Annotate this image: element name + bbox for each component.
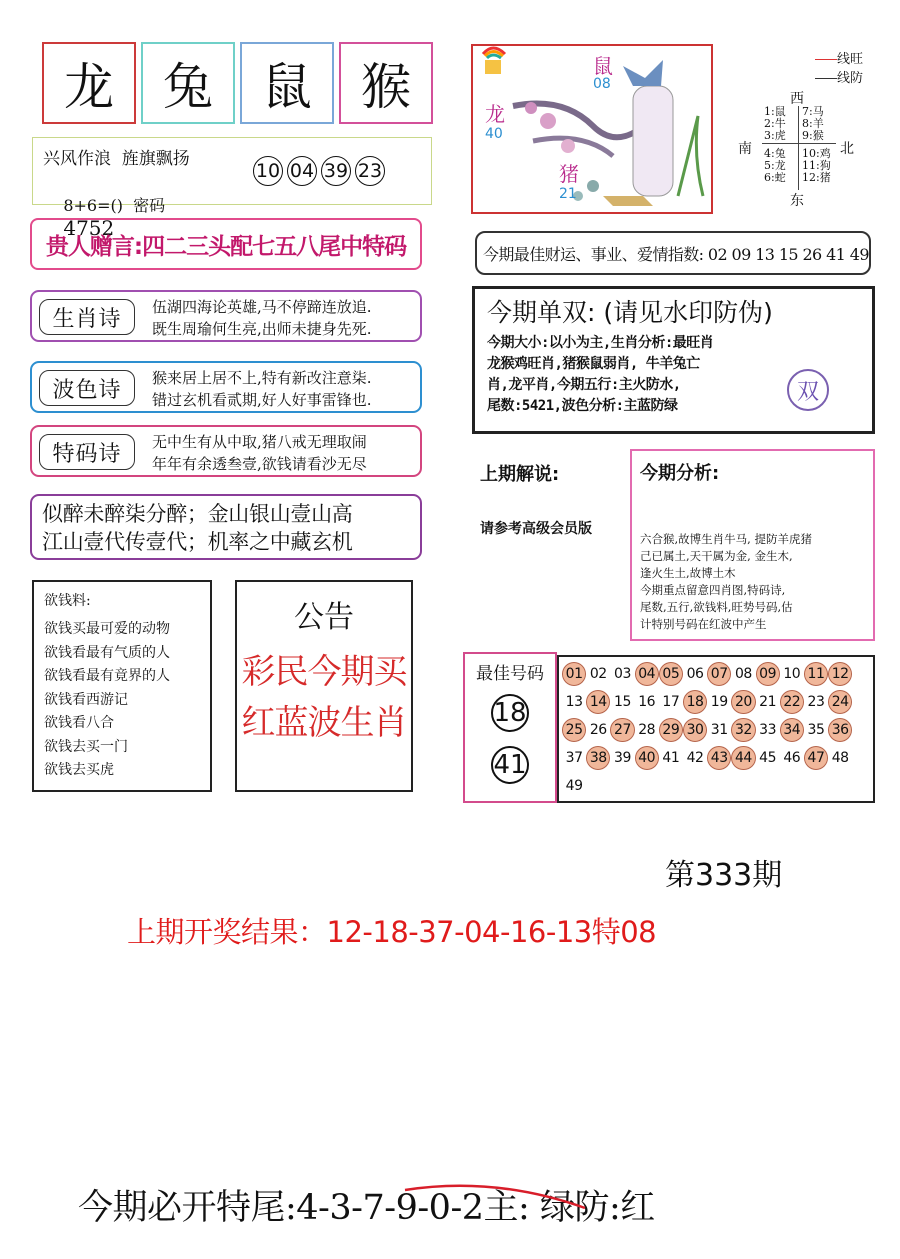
legend-wang-text: 线旺 — [837, 52, 864, 67]
number-grid-row — [562, 744, 870, 772]
number-cell: 21 — [759, 694, 776, 710]
notice-line1: 彩民今期买 — [241, 652, 407, 692]
zodiac-picture — [471, 44, 713, 214]
compass-item: 11:狗 — [802, 159, 831, 172]
riddle-item: 欲钱去买一门 — [44, 738, 128, 755]
number-cell: 06 — [686, 666, 704, 682]
zodiac-box-monkey — [339, 42, 433, 124]
poem-line: 无中生有从中取,猪八戒无理取闹 — [152, 433, 367, 451]
number-cell: 19 — [710, 694, 728, 710]
number-circle: 39 — [321, 156, 351, 186]
special-tail: 今期必开特尾:4-3-7-9-0-2主: 绿防:红 — [78, 1188, 655, 1228]
number-cell-highlighted: 20 — [731, 690, 755, 714]
zodiac-label: 鼠 — [262, 58, 312, 116]
number-cell-highlighted: 04 — [635, 662, 659, 686]
riddle-list — [44, 618, 210, 783]
zodiac-label: 猴 — [361, 58, 411, 116]
number-cell-highlighted: 32 — [731, 718, 755, 742]
number-cell: 02 — [589, 666, 607, 682]
number-cell-highlighted: 11 — [804, 662, 828, 686]
compass-item: 9:猴 — [802, 129, 824, 142]
analysis-lines — [640, 531, 873, 633]
number-cell-highlighted: 30 — [683, 718, 707, 742]
verse-line2: 江山壹代传壹代；机率之中藏玄机 — [42, 530, 353, 554]
number-grid-row — [562, 772, 870, 800]
analysis-title: 今期分析: — [640, 463, 720, 484]
number-cell: 28 — [638, 722, 656, 738]
number-cell-highlighted: 27 — [610, 718, 634, 742]
poem-lines — [152, 431, 367, 475]
number-cell: 42 — [686, 750, 704, 766]
number-cell-highlighted: 01 — [562, 662, 586, 686]
number-cell-highlighted: 22 — [780, 690, 804, 714]
number-cell: 33 — [759, 722, 776, 738]
compass-bottom-left — [764, 148, 786, 184]
poem-tag: 波色诗 — [39, 370, 135, 406]
number-cell-highlighted: 09 — [756, 662, 780, 686]
picture-num-dragon: 40 — [485, 126, 503, 142]
number-cell-highlighted: 07 — [707, 662, 731, 686]
legend-wang — [815, 50, 863, 69]
number-cell: 49 — [565, 778, 583, 794]
line-legend — [815, 50, 863, 88]
color-poem — [30, 361, 422, 413]
number-cell: 23 — [807, 694, 825, 710]
poem-lines — [152, 296, 372, 340]
best-numbers-label: 最佳号码 — [476, 664, 544, 684]
notice-title: 公告 — [294, 600, 354, 635]
poem-lines — [152, 367, 372, 411]
best-number-circle — [491, 746, 529, 784]
number-grid-row — [562, 688, 870, 716]
compass-item: 2:牛 — [764, 117, 786, 130]
zodiac-box-rabbit — [141, 42, 235, 124]
number-cell-highlighted: 25 — [562, 718, 586, 742]
motto-equation: 8+6=() 密码 — [63, 196, 166, 215]
picture-num-pig: 21 — [559, 186, 577, 202]
verse-box — [30, 494, 422, 560]
verse-line1: 似醉未醉柒分醉；金山银山壹山高 — [42, 502, 353, 526]
issue-number: 第333期 — [665, 858, 783, 893]
number-cell-highlighted: 40 — [635, 746, 659, 770]
number-cell-highlighted: 38 — [586, 746, 610, 770]
last-result: 上期开奖结果：12-18-37-04-16-13特08 — [127, 915, 657, 949]
analysis-line: 今期重点留意四肖图,特码诗, — [640, 583, 786, 597]
picture-illustration — [473, 46, 711, 212]
number-cell-highlighted: 34 — [780, 718, 804, 742]
number-grid-row — [562, 716, 870, 744]
compass-item: 6:蛇 — [764, 171, 786, 184]
compass-west: 西 — [790, 91, 804, 107]
number-circle: 10 — [253, 156, 283, 186]
motto-numbers — [253, 156, 389, 186]
poem-line: 年年有余透叁壹,欲钱请看沙无尽 — [152, 455, 367, 473]
analysis-line: 尾数,五行,欲钱料,旺势号码,估 — [640, 600, 793, 614]
tail-strike-mark — [400, 1178, 590, 1218]
compass-top-right — [802, 106, 824, 142]
password-value: 4752 — [63, 216, 115, 240]
notice-line2: 红蓝波生肖 — [241, 703, 407, 743]
fortune-text: 今期最佳财运、事业、爱情指数: 02 09 13 15 26 41 49 — [483, 244, 869, 264]
compass-east: 东 — [790, 193, 804, 209]
number-grid — [557, 655, 875, 803]
last-explain-body: 请参考高级会员版 — [480, 521, 592, 537]
zodiac-label: 兔 — [163, 58, 213, 116]
zodiac-poem — [30, 290, 422, 342]
special-code-poem — [30, 425, 422, 477]
compass-item: 1:鼠 — [764, 105, 786, 118]
motto-line1: 兴风作浪 旌旗飘扬 — [43, 149, 190, 169]
odd-even-box — [472, 286, 875, 434]
riddle-box — [32, 580, 212, 792]
riddle-item: 欲钱看最有竟界的人 — [44, 668, 170, 684]
picture-label-pig: 猪 — [559, 162, 579, 186]
number-cell: 39 — [614, 750, 631, 766]
number-cell: 03 — [614, 666, 631, 682]
picture-label-dragon: 龙 — [485, 102, 505, 126]
compass-item: 4:兔 — [764, 147, 786, 160]
riddle-item: 欲钱买最可爱的动物 — [44, 621, 170, 637]
poem-line: 错过玄机看贰期,好人好事雷锋也. — [152, 391, 372, 409]
compass-south: 南 — [738, 141, 752, 157]
number-cell: 13 — [565, 694, 583, 710]
number-grid-row — [562, 660, 870, 688]
legend-fang-text: 线防 — [837, 71, 864, 86]
zodiac-box-rat — [240, 42, 334, 124]
odd-even-line: 龙猴鸡旺肖,猪猴鼠弱肖, 牛羊兔亡 — [487, 356, 700, 372]
compass-item: 10:鸡 — [802, 147, 831, 160]
number-cell: 41 — [662, 750, 680, 766]
number-cell-highlighted: 29 — [659, 718, 683, 742]
odd-even-title: 今期单双: (请见水印防伪) — [487, 298, 773, 327]
compass-item: 12:猪 — [802, 171, 831, 184]
odd-even-line: 今期大小:以小为主,生肖分析:最旺肖 — [487, 335, 714, 351]
number-cell-highlighted: 12 — [828, 662, 852, 686]
gift-banner-text: 贵人赠言:四二三头配七五八尾中特码 — [45, 233, 407, 260]
number-cell-highlighted: 44 — [731, 746, 755, 770]
poem-line: 猴来居上居不上,特有新改注意柒. — [152, 369, 372, 387]
compass — [736, 88, 860, 208]
riddle-item: 欲钱去买虎 — [44, 762, 114, 778]
odd-even-line: 肖,龙平肖,今期五行:主火防水, — [487, 377, 681, 393]
stamp-text: 双 — [796, 379, 819, 405]
zodiac-box-dragon — [42, 42, 136, 124]
number-cell-highlighted: 24 — [828, 690, 852, 714]
poem-line: 既生周瑜何生亮,出师未捷身先死. — [152, 320, 372, 338]
compass-bottom-right — [802, 148, 831, 184]
riddle-item: 欲钱看最有气质的人 — [44, 644, 170, 661]
number-circle: 04 — [287, 156, 317, 186]
analysis-line: 六合猴,故博生肖牛马, 提防羊虎猪 — [640, 532, 812, 546]
number-cell: 37 — [565, 750, 583, 766]
poem-tag: 生肖诗 — [39, 299, 135, 335]
compass-top-left — [764, 106, 786, 142]
fortune-banner — [475, 231, 871, 275]
gift-banner — [30, 218, 422, 270]
best-number: 18 — [493, 698, 527, 728]
number-cell: 31 — [710, 722, 728, 738]
number-cell: 08 — [734, 666, 752, 682]
riddle-item: 欲钱看八合 — [44, 715, 114, 731]
odd-even-stamp — [787, 369, 829, 411]
compass-item: 5:龙 — [764, 159, 786, 172]
number-cell: 26 — [589, 722, 607, 738]
number-cell-highlighted: 14 — [586, 690, 610, 714]
best-numbers-box — [463, 652, 557, 803]
riddle-item: 欲钱看西游记 — [44, 691, 128, 708]
best-number-circle — [491, 694, 529, 732]
number-cell: 15 — [614, 694, 631, 710]
poem-line: 伍湖四海论英雄,马不停蹄连放追. — [152, 298, 372, 316]
poem-tag: 特码诗 — [39, 434, 135, 470]
number-cell: 45 — [759, 750, 776, 766]
number-cell-highlighted: 05 — [659, 662, 683, 686]
last-explain-title: 上期解说: — [480, 464, 560, 485]
number-cell: 46 — [783, 750, 801, 766]
number-cell-highlighted: 47 — [804, 746, 828, 770]
notice-box — [235, 580, 413, 792]
analysis-box — [630, 449, 875, 641]
analysis-line: 计特别号码在红波中产生 — [640, 617, 767, 631]
number-cell: 10 — [783, 666, 801, 682]
number-cell: 35 — [807, 722, 825, 738]
picture-num-rat: 08 — [593, 76, 611, 92]
compass-north: 北 — [840, 141, 854, 157]
analysis-line: 己已属土,天干属为金, 金生木, — [640, 549, 793, 563]
best-number: 41 — [493, 750, 527, 780]
riddle-title: 欲钱料: — [44, 593, 91, 609]
number-cell: 48 — [831, 750, 849, 766]
odd-even-line: 尾数:5421,波色分析:主蓝防绿 — [487, 398, 678, 414]
compass-item: 7:马 — [802, 105, 824, 118]
number-cell: 16 — [638, 694, 656, 710]
motto-box — [32, 137, 432, 240]
number-cell-highlighted: 36 — [828, 718, 852, 742]
compass-item: 3:虎 — [764, 129, 786, 142]
compass-item: 8:羊 — [802, 117, 824, 130]
number-cell-highlighted: 43 — [707, 746, 731, 770]
number-cell: 17 — [662, 694, 680, 710]
number-circle: 23 — [355, 156, 385, 186]
legend-fang — [815, 69, 863, 88]
picture-label-rat: 鼠 — [593, 54, 613, 78]
zodiac-label: 龙 — [64, 58, 114, 116]
analysis-line: 逢火生土,故博土木 — [640, 566, 736, 580]
number-cell-highlighted: 18 — [683, 690, 707, 714]
